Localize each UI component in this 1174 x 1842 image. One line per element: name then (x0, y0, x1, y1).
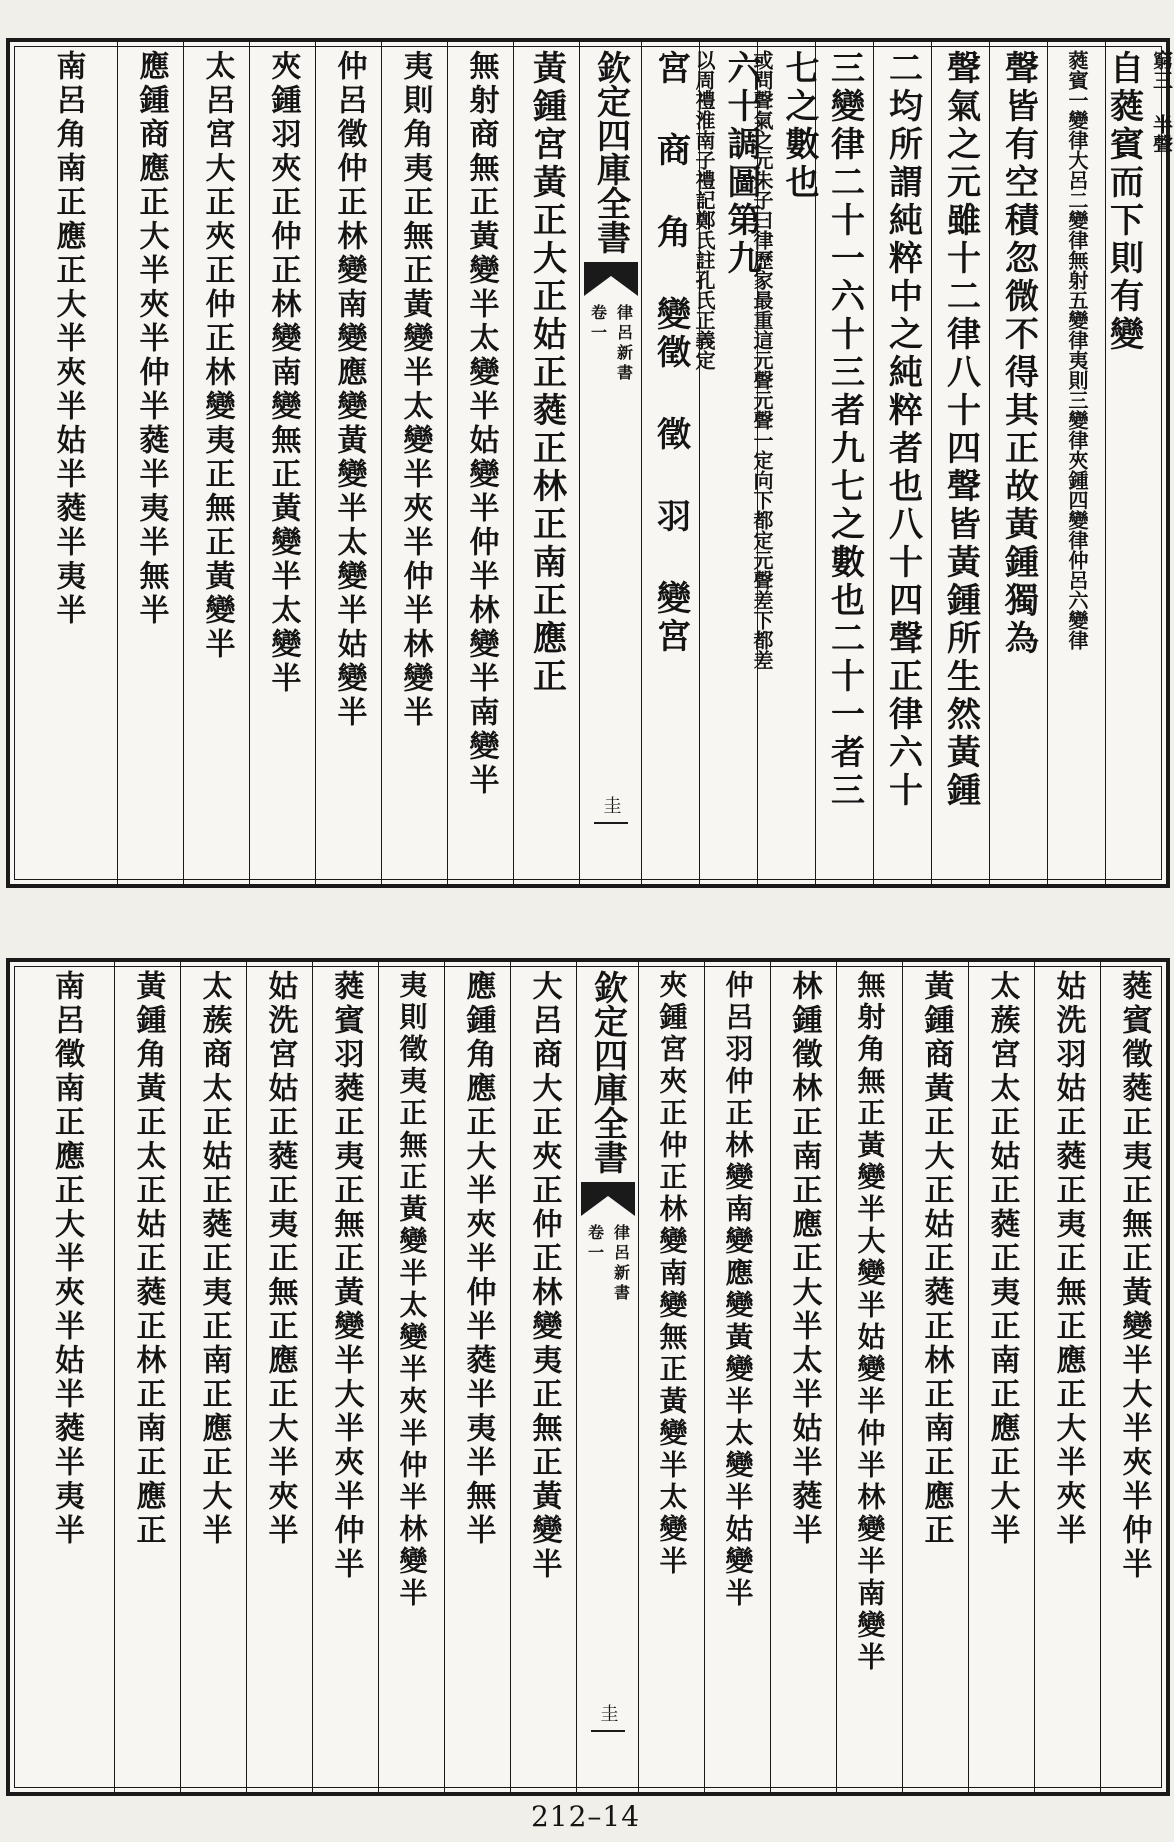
folio-rule (594, 822, 628, 824)
table-column (1034, 962, 1100, 1792)
table-column (638, 962, 704, 1792)
column-text: 應鍾角應正大半夾半仲半蕤半夷半無半 (460, 970, 496, 1548)
annotation-note: 蕤賓一變律大呂二變律無射五變律夷則三變律夾鍾四變律仲呂六變律 (1065, 50, 1089, 650)
column-text: 二均所謂純粹中之純粹者也八十四聲正律六十 (882, 50, 923, 810)
column-text: 夷則徵夷正無正黃變半太變半夾半仲半林變半 (395, 970, 429, 1610)
top-page-panel (6, 38, 1174, 888)
column-text: 蕤賓羽蕤正夷正無正黃變半大半夾半仲半 (328, 970, 364, 1582)
column-text: 仲呂徵仲正林變南變應變黃變半太變半姑變半 (331, 50, 367, 730)
page-number: 212–14 (530, 1800, 641, 1833)
folio-number: 圭 (597, 1704, 619, 1722)
table-column (513, 42, 579, 884)
table-column (114, 962, 180, 1792)
annotation-note: 窮三 半聲 (1149, 50, 1174, 154)
table-column (704, 962, 770, 1792)
text-column (815, 42, 873, 884)
table-column (902, 962, 968, 1792)
text-column (873, 42, 931, 884)
mode-header-column (641, 42, 699, 884)
folio-rule (591, 1730, 625, 1732)
table-column (183, 42, 249, 884)
fishtail-mark-icon (584, 262, 638, 296)
book-series-title: 欽定四庫全書 (590, 50, 631, 254)
column-text: 黃鍾商黃正大正姑正蕤正林正南正應正 (918, 970, 954, 1548)
table-column (249, 42, 315, 884)
column-text: 蕤賓徵蕤正夷正無正黃變半大半夾半仲半 (1116, 970, 1152, 1582)
text-column (989, 42, 1047, 884)
column-text: 聲皆有空積忽微不得其正故黃鍾獨為 (998, 50, 1039, 658)
column-text: 黃鍾宮黃正大正姑正蕤正林正南正應正 (526, 50, 567, 696)
table-column (510, 962, 576, 1792)
bottom-page-panel (6, 958, 1170, 1796)
text-column (931, 42, 989, 884)
table-column (246, 962, 312, 1792)
center-fold-column (576, 962, 638, 1792)
text-column (1103, 42, 1174, 884)
column-text: 太呂宮大正夾正仲正林變夷正無正黃變半 (199, 50, 235, 662)
volume-label: 卷一 (588, 304, 608, 344)
book-title: 律呂新書 (614, 304, 634, 384)
table-column (117, 42, 183, 884)
column-text: 姑洗宮姑正蕤正夷正無正應正大半夾半 (262, 970, 298, 1548)
table-column (378, 962, 444, 1792)
annotation-note: 以周禮淮南子禮記鄭氏註孔氏正義定 (692, 50, 716, 370)
column-text: 太蔟宮太正姑正蕤正夷正南正應正大半 (984, 970, 1020, 1548)
column-text: 夾鍾宮夾正仲正林變南變無正黃變半太變半 (655, 970, 689, 1578)
column-text: 黃鍾角黃正太正姑正蕤正林正南正應正 (130, 970, 166, 1548)
table-column (770, 962, 836, 1792)
column-text: 應鍾商應正大半夾半仲半蕤半夷半無半 (133, 50, 169, 628)
text-column (750, 42, 819, 884)
table-column (444, 962, 510, 1792)
column-text: 夾鍾羽夾正仲正林變南變無正黃變半太變半 (265, 50, 301, 696)
annotation-column (1047, 42, 1105, 884)
section-heading: 六十調圖第九 (721, 50, 761, 278)
table-column (180, 962, 246, 1792)
center-fold-column (579, 42, 641, 884)
volume-label: 卷一 (585, 1224, 605, 1264)
fishtail-mark-icon (581, 1182, 635, 1216)
folio-number: 圭 (600, 796, 622, 814)
table-column (1100, 962, 1166, 1792)
table-column (968, 962, 1034, 1792)
column-text: 七之數也 (779, 50, 819, 202)
mode-header: 宮 商 角 變徵 徵 羽 變宮 (650, 50, 691, 656)
column-text: 姑洗羽姑正蕤正夷正無正應正大半夾半 (1050, 970, 1086, 1548)
column-text: 無射商無正黃變半太變半姑變半仲半林變半南變半 (463, 50, 499, 798)
table-column (312, 962, 378, 1792)
book-title: 律呂新書 (611, 1224, 631, 1304)
table-column (447, 42, 513, 884)
column-text: 林鍾徵林正南正應正大半太半姑半蕤半 (786, 970, 822, 1548)
book-series-title: 欽定四庫全書 (587, 970, 628, 1174)
column-text: 仲呂羽仲正林變南變應變黃變半太變半姑變半 (721, 970, 755, 1610)
text-column (692, 42, 761, 884)
column-text: 聲氣之元雖十二律八十四聲皆黃鍾所生然黃鍾 (940, 50, 981, 810)
column-text: 南呂徵南正應正大半夾半姑半蕤半夷半 (49, 970, 84, 1548)
table-column (18, 42, 117, 884)
column-text: 大呂商大正夾正仲正林變夷正無正黃變半 (526, 970, 562, 1582)
column-text: 南呂角南正應正大半夾半姑半蕤半夷半 (50, 50, 86, 628)
table-column (315, 42, 381, 884)
column-text: 太蔟商太正姑正蕤正夷正南正應正大半 (196, 970, 232, 1548)
column-text: 無射角無正黃變半大變半姑變半仲半林變半南變半 (853, 970, 887, 1674)
annotation-note: 或問聲氣之元朱子曰律歷家最重這元聲元聲一定向下都定元聲差下都差 (750, 50, 774, 670)
table-column (18, 962, 114, 1792)
column-text: 自蕤賓而下則有變 (1103, 50, 1144, 354)
table-column (381, 42, 447, 884)
column-text: 三變律二十一六十三者九七之數也二十一者三 (824, 50, 865, 810)
column-text: 夷則角夷正無正黃變半太變半夾半仲半林變半 (397, 50, 433, 730)
table-column (836, 962, 902, 1792)
